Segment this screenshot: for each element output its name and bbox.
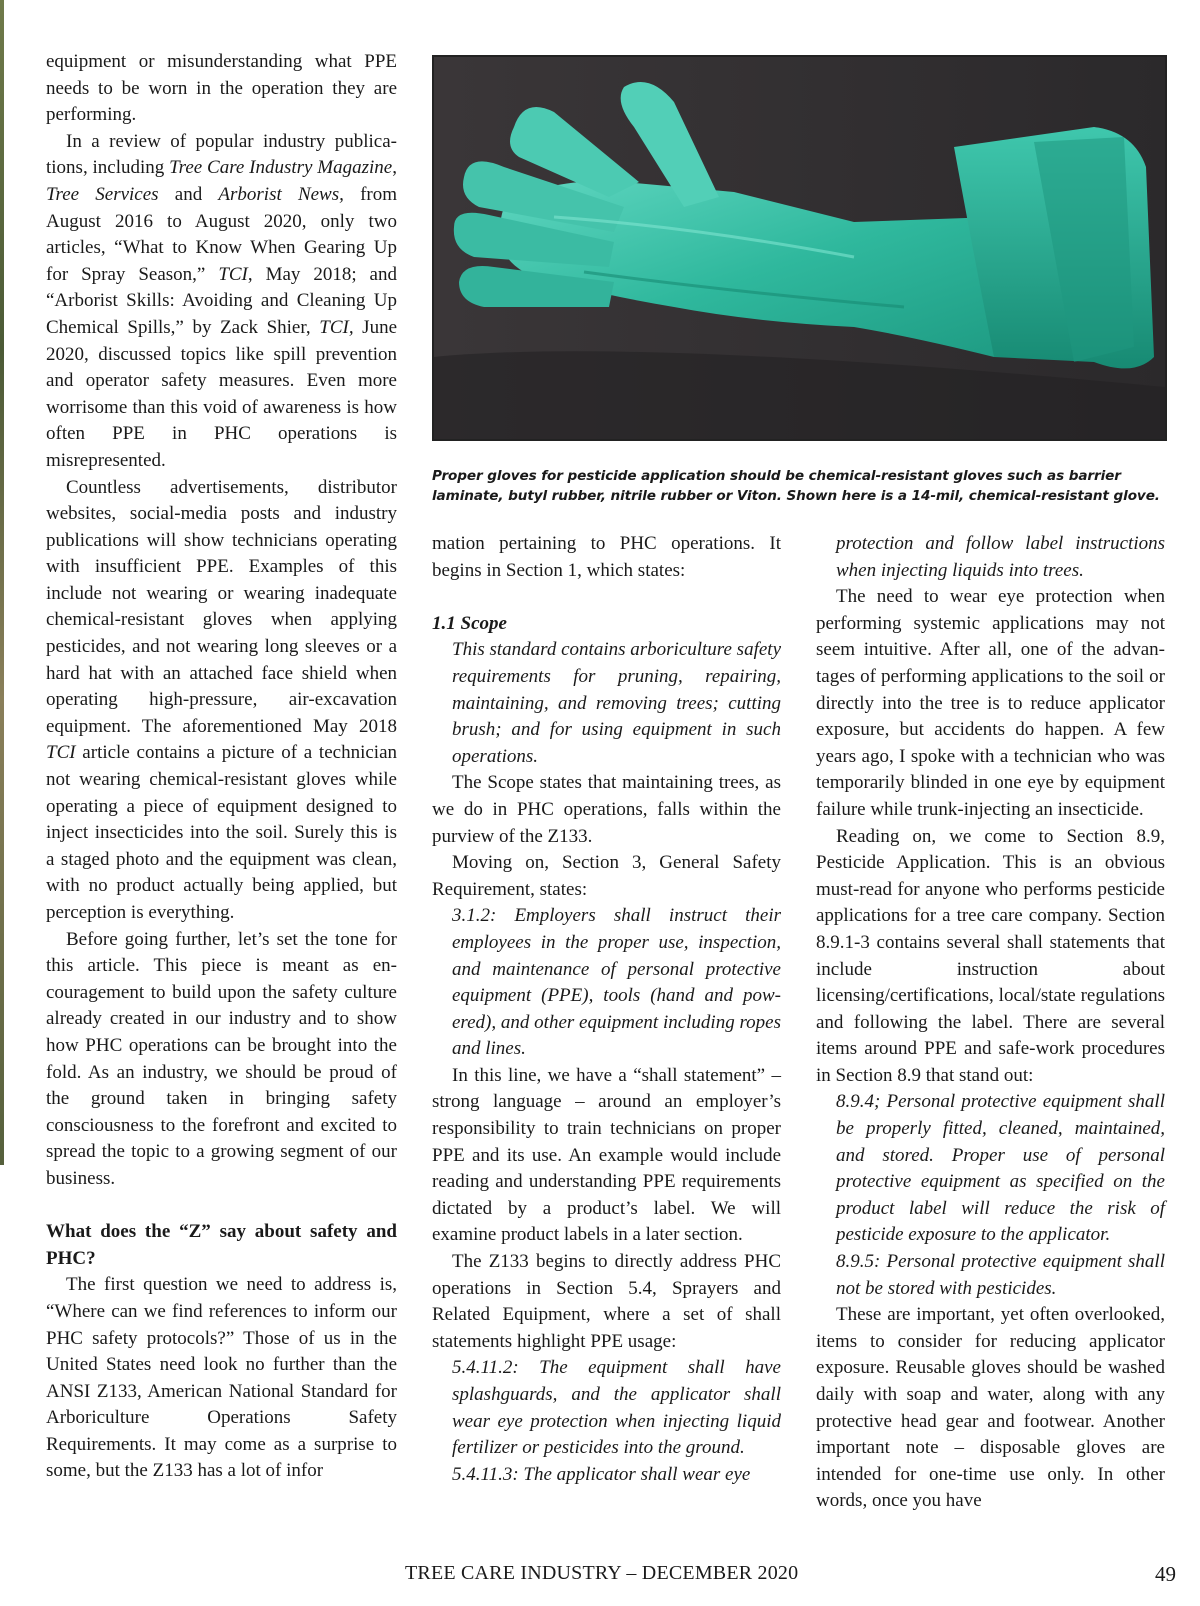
- paragraph: The Z133 begins to directly address PHC operations in Section 5.4, Sprayers and Related Equipment, where a set of shall statements highlight PPE usage:: [432, 1251, 781, 1352]
- paragraph: mation pertaining to PHC operations. It begins in Section 1, which states:: [432, 533, 781, 581]
- glove-illustration: [434, 57, 1165, 439]
- paragraph: In this line, we have a “shall statement” – strong language – around an employer’s responsibility to train technicians on proper PPE and its use. An example would include reading and understanding PPE requirements dictated by a product’s label. We will examine product labels in a later section.: [432, 1064, 781, 1246]
- publication-line: TREE CARE INDUSTRY – DECEMBER 2020: [405, 1562, 799, 1584]
- article-column-3: [816, 531, 1165, 1515]
- paragraph: In a review of popular industry publications, including Tree Care Industry Magazine, Tree Services and Arborist News, from August 2016 to August 2020, only two articles, “What to Know When Gearing Up for Spray Season,” TCI, May 2018; and “Arborist Skills: Avoiding and Cleaning Up Chemical Spills,” by Zack Shier, TCI, June 2020, discussed topics like spill prevention and operator safety measures. Even more worrisome than this void of awareness is how often PPE in PHC operations is misrepresented.: [46, 130, 398, 471]
- standard-quote: 8.9.4; Personal protective equipment shall be properly fitted, cleaned, maintained, and stored. Proper use of personal protective equipment as specified on the product label will reduce the risk of pesticide exposure to the applicator.: [836, 1091, 1165, 1246]
- photo-caption: Proper gloves for pesticide application should be chemical-resistant gloves such as barrier laminate, butyl rubber, nitrile rubber or Viton. Shown here is a 14-mil, chemical-resistant glove.: [432, 468, 1160, 504]
- subsection-heading: 1.1 Scope: [432, 612, 507, 634]
- standard-quote: 5.4.11.3: The applicator shall wear eye: [452, 1463, 751, 1485]
- paragraph: Moving on, Section 3, General Safety Requirement, states:: [432, 852, 781, 900]
- paragraph: equipment or misunderstanding what PPE needs to be worn in the operation they are performing.: [46, 51, 397, 126]
- paragraph: Before going further, let’s set the tone for this article. This piece is meant as encouragement to build upon the safety culture already created in our industry and to show how PHC operations can be brought into the fold. As an industry, we should be proud of the ground taken in bringing safety consciousness to the forefront and excited to spread the topic to a growing segment of our business.: [46, 928, 397, 1189]
- section-heading: What does the “Z” say about safety and PHC?: [46, 1221, 397, 1269]
- standard-quote: 3.1.2: Employers shall instruct their employees in the proper use, inspection, and maintenance of personal protective equipment (PPE), tools (hand and powered), and other equipment including ropes and lines.: [452, 905, 781, 1060]
- paragraph: The need to wear eye protection when performing systemic applications may not seem intuitive. After all, one of the advantages of performing applications to the soil or directly into the tree is to reduce applicator exposure, but accidents do happen. A few years ago, I spoke with a technician who was temporarily blinded in one eye by equipment failure while trunk-injecting an insecticide.: [816, 586, 1165, 820]
- paragraph: Countless advertisements, distributor websites, social-media posts and industry publications will show technicians operating with insufficient PPE. Examples of this include not wearing or wearing inadequate chemical-resistant gloves when applying pesticides, and not wearing long sleeves or a hard hat with an attached face shield when operating high-pressure, air-excavation equipment. The aforementioned May 2018 TCI article contains a picture of a technician not wearing chemical-resistant gloves while operating a piece of equipment designed to inject insecticides into the soil. Surely this is a staged photo and the equipment was clean, with no product actually being applied, but perception is everything.: [46, 476, 397, 923]
- standard-quote: This standard contains arboriculture safety requirements for pruning, repairing, maintaining, and removing trees; cutting brush; and for using equipment in such operations.: [452, 639, 781, 767]
- standard-quote: 5.4.11.2: The equipment shall have splashguards, and the applicator shall wear eye protection when injecting liquid fertilizer or pesticides into the ground.: [452, 1357, 781, 1459]
- standard-quote: 8.9.5: Personal protective equipment shall not be stored with pesticides.: [836, 1251, 1165, 1299]
- paragraph: Reading on, we come to Section 8.9, Pesticide Application. This is an obvious must-read for anyone who performs pesticide applications for a tree care company. Section 8.9.1-3 contains several shall statements that include instruction about licensing/certifications, local/state regulations and following the label. There are several items around PPE and safe-work procedures in Section 8.9 that stand out:: [816, 825, 1165, 1086]
- article-column-2: [432, 531, 781, 1488]
- page-number: 49: [1155, 1562, 1176, 1586]
- article-column-1: [46, 49, 397, 1485]
- paragraph: These are important, yet often overlooked, items to consider for reducing applicator exposure. Reusable gloves should be washed daily with soap and water, along with any protective head gear and footwear. Another important note – disposable gloves are intended for one-time use only. In other words, once you have: [816, 1304, 1165, 1512]
- page-edge-strip: [0, 0, 4, 1165]
- standard-quote: protection and follow label instructions when injecting liquids into trees.: [836, 533, 1165, 581]
- paragraph: The first question we need to address is, “Where can we find references to inform our PHC safety protocols?” Those of us in the United States need look no further than the ANSI Z133, American National Standard for Arboriculture Operations Safety Requirements. It may come as a surprise to some, but the Z133 has a lot of infor: [46, 1274, 397, 1482]
- glove-photo: [432, 55, 1167, 441]
- page-footer: [0, 1562, 1200, 1592]
- paragraph: The Scope states that maintaining trees, as we do in PHC operations, falls within the purview of the Z133.: [432, 772, 781, 847]
